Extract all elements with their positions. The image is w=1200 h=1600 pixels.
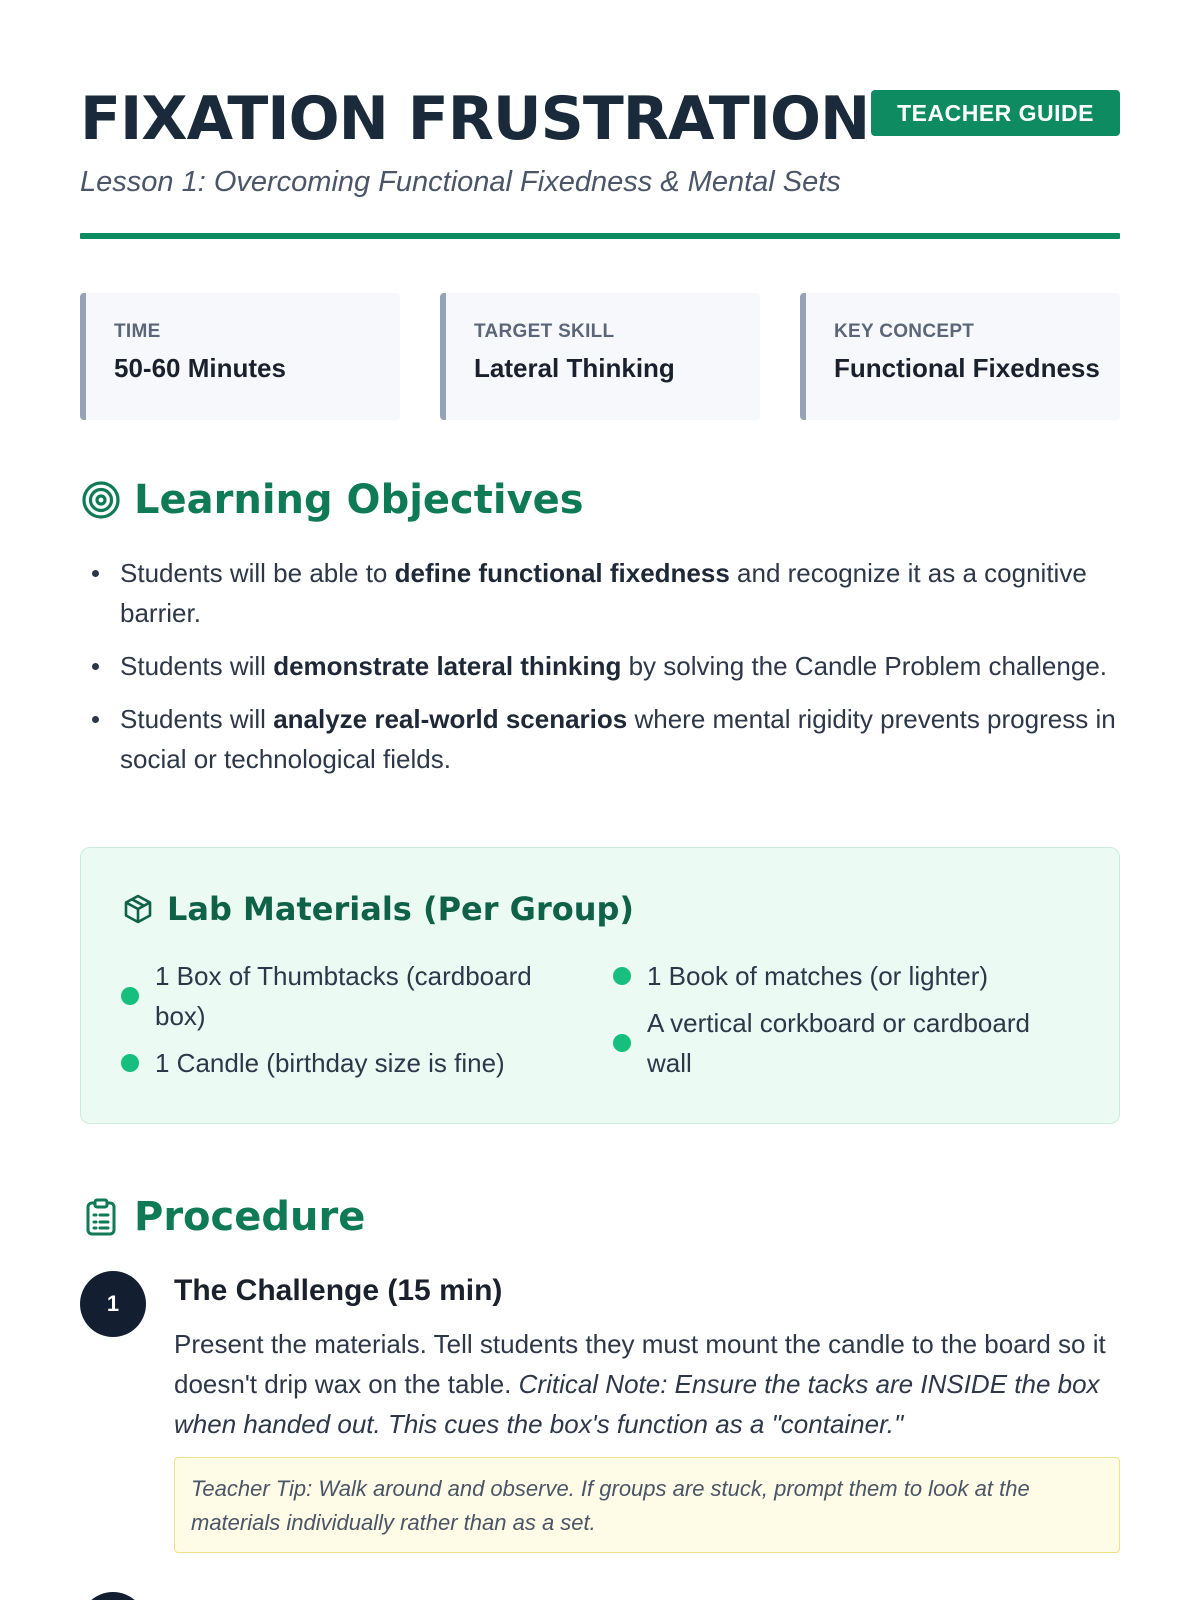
- material-text: 1 Book of matches (or lighter): [647, 961, 989, 991]
- info-card-label: TARGET SKILL: [474, 321, 615, 342]
- info-cards: [80, 293, 1120, 420]
- objective-text: by solving the Candle Problem challenge.: [621, 651, 1107, 681]
- objective-emphasis: define functional fixedness: [394, 558, 730, 588]
- objective-emphasis: demonstrate lateral thinking: [273, 651, 622, 681]
- materials-heading: [121, 890, 634, 928]
- objective-emphasis: analyze real-world scenarios: [273, 704, 628, 734]
- info-card-label: KEY CONCEPT: [834, 321, 975, 342]
- objective-text: Students will: [120, 704, 274, 734]
- list-item: [80, 646, 1120, 686]
- target-icon: [80, 479, 122, 521]
- info-card-target-skill: [440, 293, 760, 420]
- materials-title: Lab Materials (Per Group): [167, 890, 635, 928]
- page-title: FIXATION FRUSTRATION: [80, 84, 870, 154]
- teacher-guide-badge: TEACHER GUIDE: [871, 90, 1120, 136]
- list-item: [80, 699, 1120, 779]
- procedure-title: Procedure: [134, 1194, 366, 1240]
- step-critical-note: Critical Note: Ensure the tacks are INSIDE the box when handed out. This cues the box's function as a "container.": [174, 1369, 1100, 1439]
- bullet-dot: [613, 967, 631, 985]
- materials-panel: [80, 847, 1120, 1124]
- bullet-dot: [613, 1034, 631, 1052]
- info-card-key-concept: [800, 293, 1120, 420]
- page-subtitle: Lesson 1: Overcoming Functional Fixedness & Mental Sets: [80, 166, 841, 198]
- objective-text: Students will: [120, 651, 274, 681]
- step-text: Present the materials. Tell students they must mount the candle to the board so it doesn't drip wax on the table.: [174, 1329, 1106, 1399]
- material-text: 1 Candle (birthday size is fine): [155, 1048, 505, 1078]
- objectives-title: Learning Objectives: [134, 477, 584, 523]
- info-card-label: TIME: [114, 321, 161, 342]
- list-item: [121, 1043, 561, 1083]
- material-text: A vertical corkboard or cardboard wall: [647, 1008, 1030, 1078]
- bullet-dot: [121, 1054, 139, 1072]
- objectives-heading: [80, 475, 584, 525]
- box-icon: [121, 892, 155, 926]
- objectives-list: [80, 553, 1120, 792]
- step-number-badge: 1: [80, 1271, 146, 1337]
- objective-text: Students will be able to: [120, 558, 395, 588]
- header-divider: [80, 233, 1120, 239]
- list-item: [613, 1003, 1053, 1083]
- info-card-value: 50-60 Minutes: [114, 353, 286, 383]
- objective-text: where mental rigidity prevents progress in social or technological fields.: [120, 704, 1116, 774]
- procedure-heading: [80, 1192, 365, 1242]
- info-card-time: [80, 293, 400, 420]
- info-card-value: Lateral Thinking: [474, 353, 675, 383]
- page-header: [80, 80, 1120, 240]
- bullet-dot: [121, 987, 139, 1005]
- list-item: [121, 956, 561, 1036]
- material-text: 1 Box of Thumbtacks (cardboard box): [155, 961, 532, 1031]
- step-description: [174, 1324, 1120, 1444]
- list-item: [613, 956, 1053, 996]
- list-item: [80, 553, 1120, 633]
- step-title: The Challenge (15 min): [174, 1274, 503, 1307]
- teacher-tip-box: Teacher Tip: Walk around and observe. If groups are stuck, prompt them to look at the materials individually rather than as a set.: [174, 1457, 1120, 1553]
- objective-text: and recognize it as a cognitive barrier.: [120, 558, 1087, 628]
- info-card-value: Functional Fixedness: [834, 353, 1100, 383]
- step-number-badge-next: [80, 1592, 146, 1600]
- clipboard-icon: [80, 1196, 122, 1238]
